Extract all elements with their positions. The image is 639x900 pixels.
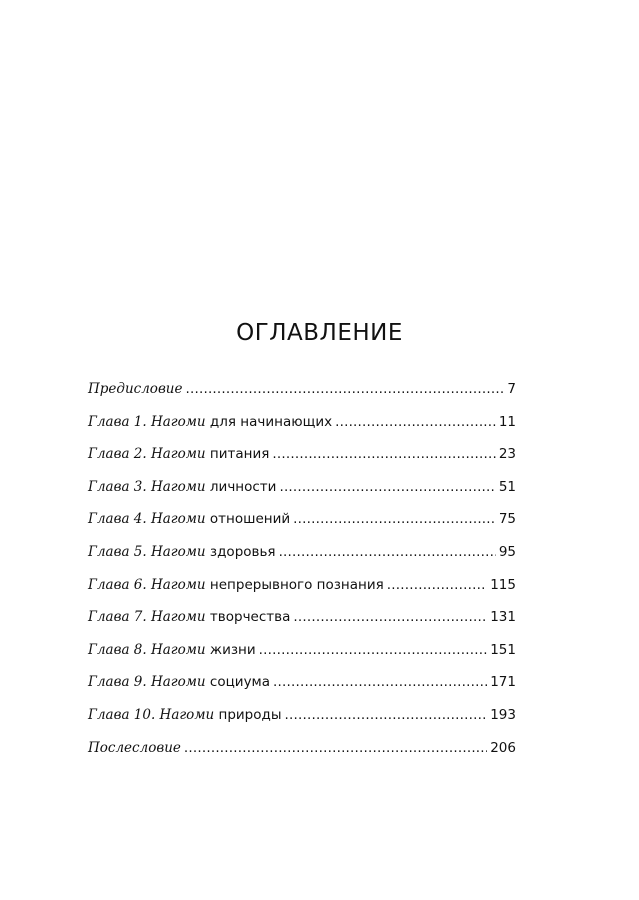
toc-entry-title — [88, 511, 290, 527]
toc-entry-page-number: 171 — [490, 674, 516, 691]
toc-entry-label: Глава 10. Нагоми — [88, 706, 215, 723]
toc-entry-chapter-6 — [88, 577, 516, 610]
toc-entry-page-number: 7 — [507, 381, 516, 397]
toc-entry-chapter-3 — [88, 479, 516, 512]
toc-entry-chapter-9 — [88, 674, 516, 707]
dot-leader — [279, 544, 496, 560]
toc-entry-title — [88, 609, 290, 625]
toc-entry-title — [88, 446, 269, 462]
toc-entry-title — [88, 740, 181, 756]
toc-entry-label: Глава 6. Нагоми — [88, 576, 206, 593]
toc-entry-label: Глава 2. Нагоми — [88, 446, 206, 463]
toc-entry-page-number: 51 — [498, 478, 516, 495]
toc-entry-subtitle: для начинающих — [209, 413, 333, 430]
toc-entry-page-number: 206 — [490, 739, 516, 756]
toc-entry-label: Предисловие — [88, 381, 183, 397]
toc-entry-subtitle: непрерывного познания — [209, 576, 384, 593]
toc-entry-subtitle: здоровья — [209, 543, 276, 560]
toc-entry-page-number: 151 — [490, 641, 516, 658]
toc-entry-page-number: 11 — [498, 413, 516, 430]
toc-entry-subtitle: творчества — [209, 609, 291, 626]
toc-entry-title — [88, 642, 256, 658]
toc-entry-page-number: 95 — [498, 543, 516, 560]
dot-leader — [335, 414, 496, 430]
toc-entry-chapter-2 — [88, 446, 516, 479]
toc-entry-label: Глава 4. Нагоми — [88, 511, 206, 528]
toc-entry-subtitle: природы — [218, 706, 282, 723]
toc-entry-subtitle: питания — [209, 446, 270, 463]
toc-entry-label: Глава 1. Нагоми — [88, 413, 206, 430]
toc-entry-label: Глава 8. Нагоми — [88, 641, 206, 658]
toc-entry-label: Послесловие — [88, 739, 181, 756]
dot-leader — [387, 577, 487, 593]
toc-entry-title — [88, 707, 282, 723]
toc-entry-chapter-4 — [88, 511, 516, 544]
toc-entry-chapter-1 — [88, 414, 516, 447]
toc-entry-label: Глава 3. Нагоми — [88, 478, 206, 495]
toc-entry-label: Глава 7. Нагоми — [88, 609, 206, 626]
toc-entry-subtitle: личности — [209, 478, 277, 495]
page-title: ОГЛАВЛЕНИЕ — [236, 320, 403, 347]
toc-entry-subtitle: социума — [209, 674, 271, 691]
toc-entry-label: Глава 9. Нагоми — [88, 674, 206, 691]
toc-entry-subtitle: жизни — [209, 641, 256, 658]
toc-entry-chapter-10 — [88, 707, 516, 740]
toc-entry-chapter-8 — [88, 642, 516, 675]
toc-entry-title — [88, 577, 384, 593]
dot-leader — [272, 446, 495, 462]
toc-entry-page-number: 131 — [490, 609, 516, 626]
dot-leader — [285, 707, 488, 723]
toc-entry-subtitle: отношений — [209, 511, 291, 528]
toc-entry-page-number: 193 — [490, 706, 516, 723]
toc-entry-title — [88, 479, 276, 495]
table-of-contents — [88, 381, 516, 772]
dot-leader — [184, 740, 487, 756]
dot-leader — [293, 609, 487, 625]
toc-entry-title — [88, 674, 270, 690]
toc-entry-preface — [88, 381, 516, 414]
toc-entry-page-number: 75 — [498, 511, 516, 528]
toc-entry-page-number: 23 — [498, 446, 516, 463]
toc-entry-title — [88, 414, 332, 430]
dot-leader — [273, 674, 487, 690]
dot-leader — [293, 511, 496, 527]
dot-leader — [279, 479, 495, 495]
toc-entry-label: Глава 5. Нагоми — [88, 543, 206, 560]
toc-entry-title — [88, 381, 182, 397]
dot-leader — [185, 381, 504, 397]
toc-entry-chapter-7 — [88, 609, 516, 642]
toc-entry-chapter-5 — [88, 544, 516, 577]
toc-entry-page-number: 115 — [490, 576, 516, 593]
toc-entry-title — [88, 544, 276, 560]
dot-leader — [259, 642, 488, 658]
toc-entry-afterword — [88, 740, 516, 773]
